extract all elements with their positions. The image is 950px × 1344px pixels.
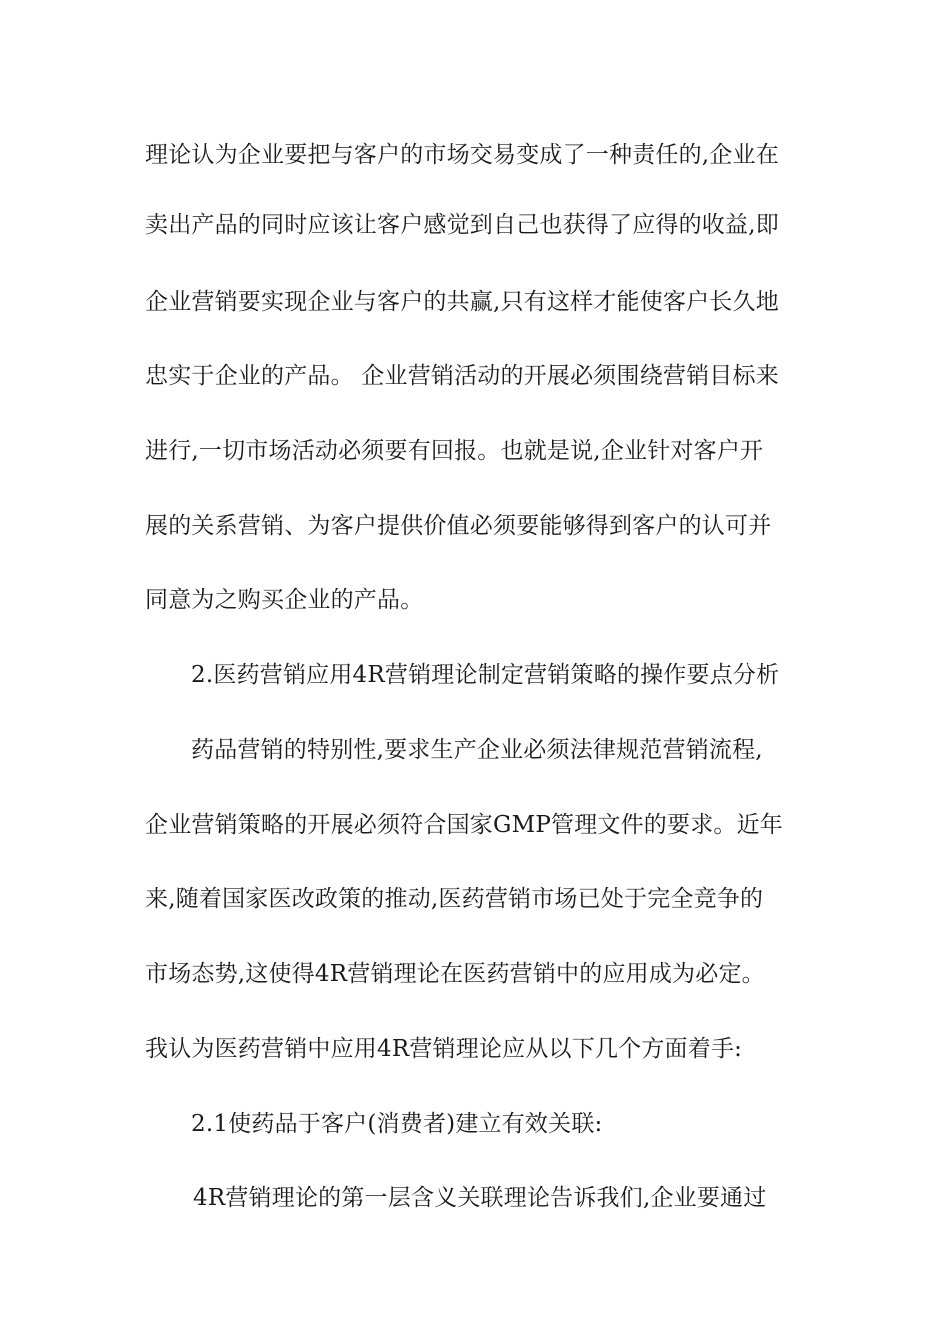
text-line-11: 来,随着国家医改政策的推动,医药营销市场已处于完全竞争的 bbox=[145, 886, 764, 912]
text-line-2: 卖出产品的同时应该让客户感觉到自己也获得了应得的收益,即 bbox=[145, 212, 779, 238]
text-line-13: 我认为医药营销中应用4R营销理论应从以下几个方面着手: bbox=[145, 1036, 743, 1062]
paragraph-start: 药品营销的特别性,要求生产企业必须法律规范营销流程, bbox=[191, 737, 763, 763]
text-line-3: 企业营销要实现企业与客户的共赢,只有这样才能使客户长久地 bbox=[145, 289, 779, 315]
text-line-7: 同意为之购买企业的产品。 bbox=[145, 587, 424, 613]
text-line-10: 企业营销策略的开展必须符合国家GMP管理文件的要求。近年 bbox=[145, 812, 783, 838]
text-line-4: 忠实于企业的产品。 企业营销活动的开展必须围绕营销目标来 bbox=[145, 363, 779, 389]
section-heading-2: 2.医药营销应用4R营销理论制定营销策略的操作要点分析 bbox=[191, 662, 780, 688]
paragraph-start-2: 4R营销理论的第一层含义关联理论告诉我们,企业要通过 bbox=[193, 1185, 767, 1211]
text-line-5: 进行,一切市场活动必须要有回报。也就是说,企业针对客户开 bbox=[145, 438, 764, 464]
text-line-6: 展的关系营销、为客户提供价值必须要能够得到客户的认可并 bbox=[145, 513, 772, 539]
text-line-12: 市场态势,这使得4R营销理论在医药营销中的应用成为必定。 bbox=[145, 961, 765, 987]
text-line-1: 理论认为企业要把与客户的市场交易变成了一种责任的,企业在 bbox=[145, 142, 779, 168]
section-heading-2-1: 2.1使药品于客户(消费者)建立有效关联: bbox=[191, 1111, 603, 1137]
